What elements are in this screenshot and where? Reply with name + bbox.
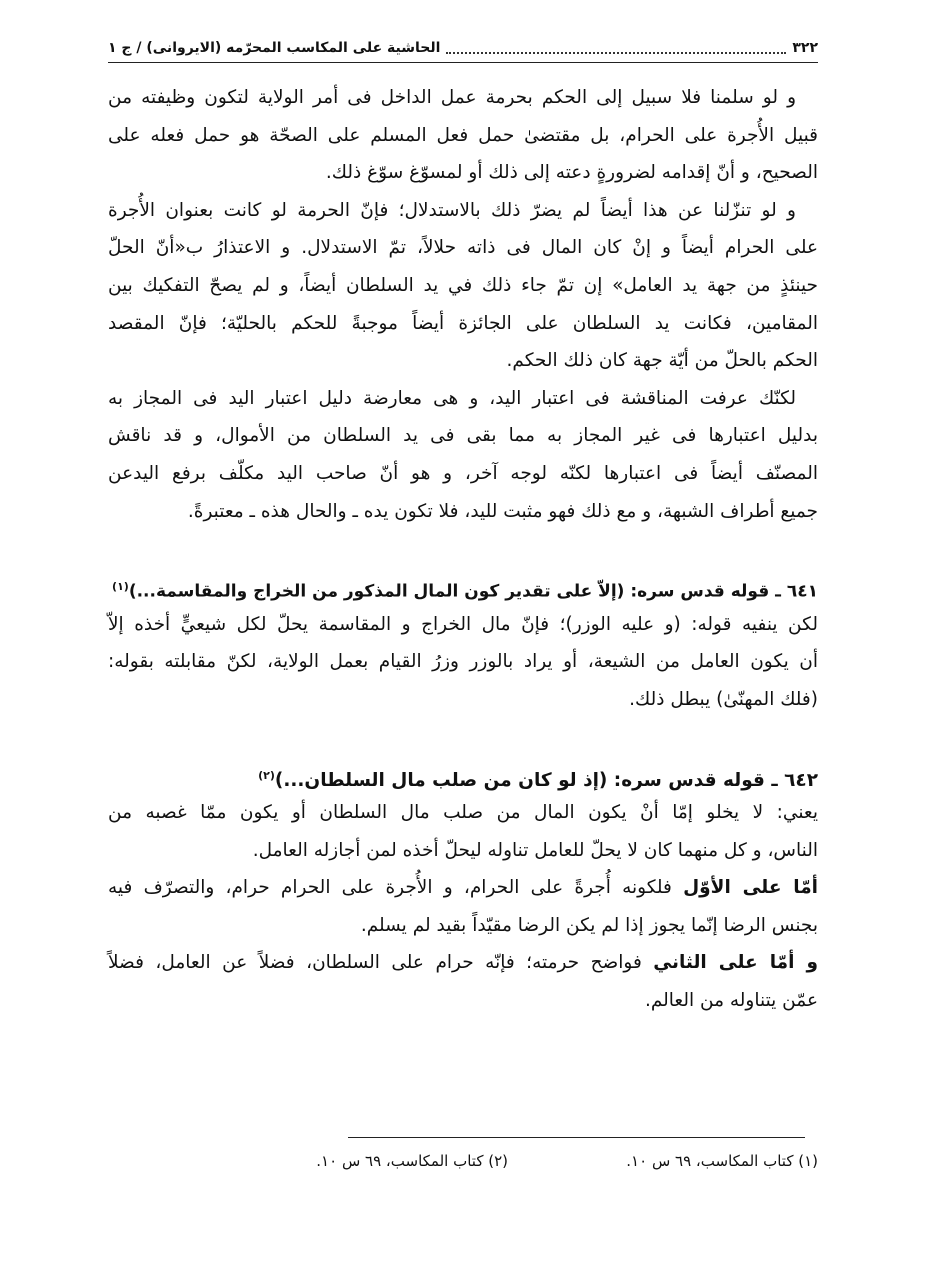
text-line xyxy=(108,267,818,305)
line-text: المصنّف أيضاً فى اعتبارها لكنّه لوجه آخر، و هو أنّ صاحب اليد مكلّف برفع اليدعن xyxy=(108,462,818,484)
text-line xyxy=(108,455,818,493)
section-gap xyxy=(108,719,818,757)
text-line xyxy=(108,606,818,644)
line-text: الناس، و كل منهما كان لا يحلّ للعامل تناوله ليحلّ أخذه لمن أجازله العامل. xyxy=(252,839,818,861)
text-line xyxy=(108,493,818,531)
line-text: المقامين، فكانت يد السلطان على الجائزة أيضاً موجبةً للحكم بالحليّة؛ فإنّ المقصد xyxy=(108,312,818,334)
text-line xyxy=(108,417,818,455)
text-line xyxy=(108,229,818,267)
text-line xyxy=(108,117,818,155)
line-text: يعني: لا يخلو إمّا أنْ يكون المال من صلب مال السلطان أو يكون ممّا غصبه من xyxy=(108,802,818,824)
line-text: و لو تنزّلنا عن هذا أيضاً لم يضرّ ذلك بالاستدلال؛ فإنّ الحرمة لو كانت بعنوان الأُجرة xyxy=(108,199,796,221)
header-leader-dots xyxy=(446,42,786,54)
text-line xyxy=(108,192,818,230)
bold-lead: و أمّا على الثاني xyxy=(653,952,818,974)
footnote-1: (١) كتاب المكاسب، ٦٩ س ١٠. xyxy=(626,1152,818,1170)
footnote-ref: (٢) xyxy=(258,768,275,782)
text-line xyxy=(108,982,818,1020)
text-line xyxy=(108,794,818,832)
text-line xyxy=(108,79,818,117)
running-header xyxy=(108,34,818,63)
line-text: عمّن يتناوله من العالم. xyxy=(644,990,818,1012)
section-heading xyxy=(108,568,818,606)
section-gap xyxy=(108,530,818,568)
book-title: الحاشية على المكاسب المحرّمه (الايروانى) / ج ١ xyxy=(108,40,441,56)
main-text xyxy=(108,79,818,1020)
line-text: أن يكون العامل من الشيعة، أو يراد بالوزر وزرُ القيام بعمل الولاية، لكنّ مقابلته بقوله: xyxy=(108,651,818,673)
section-heading xyxy=(108,757,818,795)
text-line xyxy=(108,869,818,907)
text-line xyxy=(108,305,818,343)
line-text: بجنس الرضا إنّما يجوز إذا لم يكن الرضا مقيّداً بقيد لم يسلم. xyxy=(360,914,818,936)
text-line xyxy=(108,832,818,870)
line-text: حينئذٍ من جهة يد العامل» إن تمّ جاء ذلك في يد السلطان أيضاً، و لم يصحّ التفكيك بين xyxy=(108,274,818,296)
line-text: (فلك المهنّىٰ) يبطل ذلك. xyxy=(629,688,818,710)
text-line xyxy=(108,643,818,681)
line-text: الصحيح، و أنّ إقدامه لضرورةٍ دعته إلى ذلك أو لمسوّغ سوّغ ذلك. xyxy=(325,162,818,184)
text-line xyxy=(108,154,818,192)
line-text: لكنّك عرفت المناقشة فى اعتبار اليد، و هى معارضة دليل اعتبار اليد فى المجاز به xyxy=(108,387,796,409)
line-text: و لو سلمنا فلا سبيل إلى الحكم بحرمة عمل الداخل فى أمر الولاية لتكون وظيفته من xyxy=(108,87,796,108)
line-text: قبيل الأُجرة على الحرام، بل مقتضىٰ حمل فعل المسلم على الصحّة هو حمل فعله على xyxy=(108,124,818,146)
text-line xyxy=(108,681,818,719)
text-line xyxy=(108,342,818,380)
line-text: على الحرام أيضاً و إنْ كان المال فى ذاته حلالاً، تمّ الاستدلال. و الاعتذارُ ب«أنّ الحلّ xyxy=(108,237,818,259)
text-line xyxy=(108,907,818,945)
line-text: الحكم بالحلّ من أيّة جهة كان ذلك الحكم. xyxy=(506,350,818,372)
footnote-2: (٢) كتاب المكاسب، ٦٩ س ١٠. xyxy=(316,1152,508,1170)
line-text: فواضح حرمته؛ فإنّه حرام على السلطان، فضلاً عن العامل، فضلاً xyxy=(108,952,654,974)
text-line xyxy=(108,380,818,418)
line-text: بدليل اعتبارها فى غير المجاز به مما بقى فى يد السلطان من الأموال، و قد ناقش xyxy=(108,425,818,447)
page-number: ٣٢٢ xyxy=(792,40,818,56)
heading-text: ٦٤٢ ـ قوله قدس سره: (إذ لو كان من صلب مال السلطان...) xyxy=(274,769,818,791)
line-text: جميع أطراف الشبهة، و مع ذلك فهو مثبت لليد، فلا تكون يده ـ والحال هذه ـ معتبرةً. xyxy=(187,500,818,522)
line-text: فلكونه أُجرةً على الحرام، و الأُجرة على الحرام حرام، والتصرّف فيه xyxy=(108,877,684,899)
footnote-ref: (١) xyxy=(112,580,129,594)
bold-lead: أمّا على الأوّل xyxy=(683,877,819,899)
text-line xyxy=(108,944,818,982)
footnotes xyxy=(108,1152,818,1170)
footnote-divider xyxy=(348,1137,805,1138)
line-text: لكن ينفيه قوله: (و عليه الوزر)؛ فإنّ مال الخراج و المقاسمة يحلّ لكل شيعيٍّ أخذه إلاّ xyxy=(108,613,818,635)
heading-text: ٦٤١ ـ قوله قدس سره: (إلاّ على تقدير كون المال المذكور من الخراج والمقاسمة...) xyxy=(128,581,818,602)
